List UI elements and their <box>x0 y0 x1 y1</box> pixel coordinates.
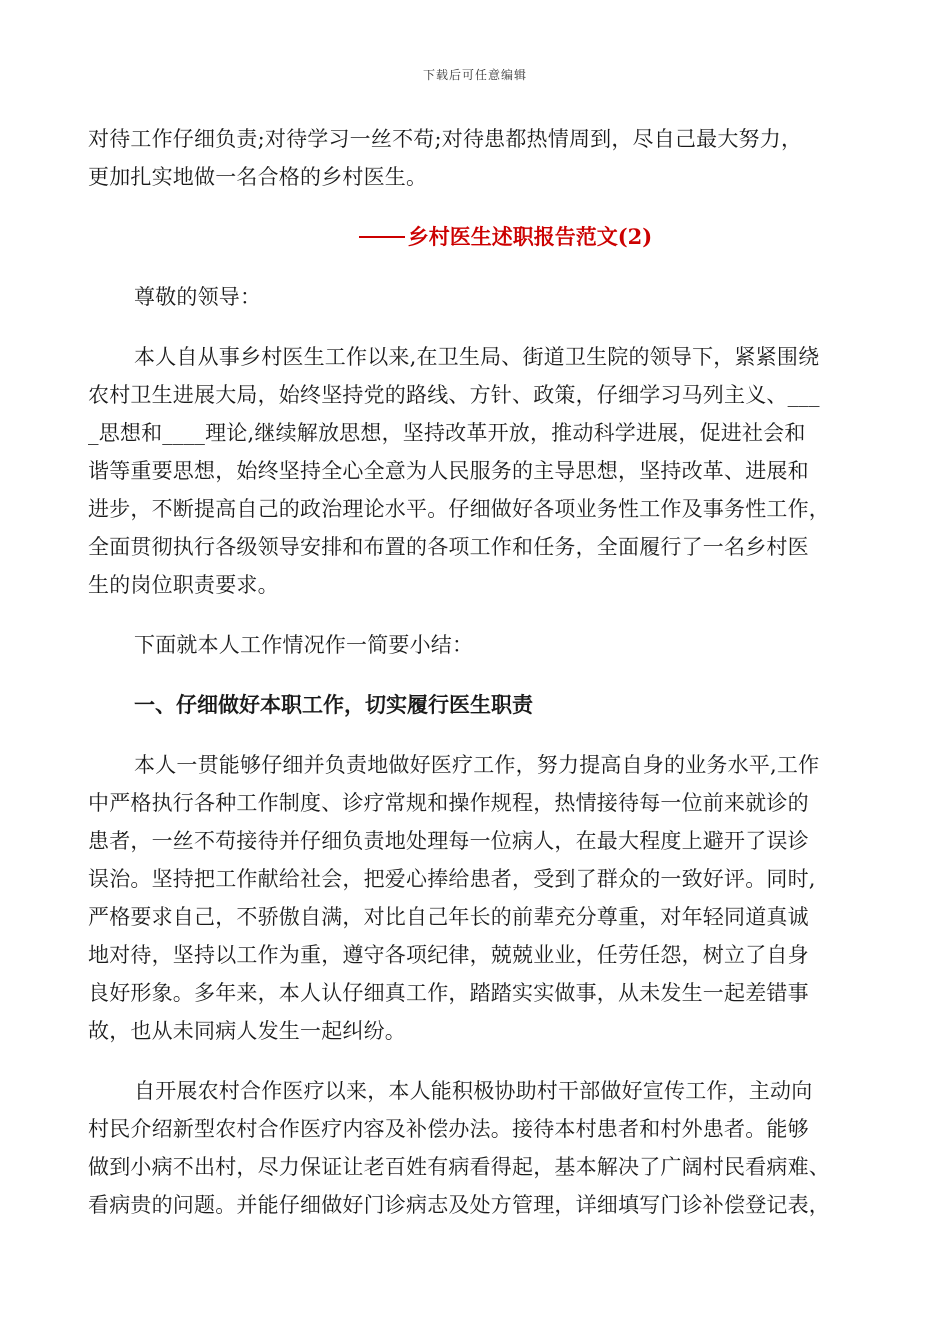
para3-line: 看病贵的问题。并能仔细做好门诊病志及处方管理，详细填写门诊补偿登记表， <box>88 1193 830 1217</box>
intro-line: 对待工作仔细负责;对待学习一丝不苟;对待患都热情周到，尽自己最大努力， <box>88 127 803 151</box>
para2-line: 患者，一丝不苟接待并仔细负责地处理每一位病人，在最大程度上避开了误诊 <box>88 829 809 853</box>
para1-line: _思想和____理论,继续解放思想，坚持改革开放，推动科学进展，促进社会和 <box>88 421 806 445</box>
title-blank <box>359 236 405 238</box>
para1-line: 生的岗位职责要求。 <box>88 573 279 597</box>
para3-line: 自开展农村合作医疗以来，本人能积极协助村干部做好宣传工作，主动向 <box>134 1079 813 1103</box>
para1-line: 进步，不断提高自己的政治理论水平。仔细做好各项业务性工作及事务性工作， <box>88 497 830 521</box>
para1-line: 谐等重要思想，始终坚持全心全意为人民服务的主导思想，坚持改革、进展和 <box>88 459 809 483</box>
para1-line: 全面贯彻执行各级领导安排和布置的各项工作和任务，全面履行了一名乡村医 <box>88 535 809 559</box>
para1-line: 本人自从事乡村医生工作以来,在卫生局、街道卫生院的领导下，紧紧围绕 <box>134 345 820 369</box>
para2-line: 中严格执行各种工作制度、诊疗常规和操作规程，热情接待每一位前来就诊的 <box>88 791 809 815</box>
document-title <box>148 218 863 256</box>
para2-line: 良好形象。多年来，本人认仔细真工作，踏踏实实做事，从未发生一起差错事 <box>88 981 809 1005</box>
salutation: 尊敬的领导： <box>134 285 262 309</box>
para2-line: 地对待，坚持以工作为重，遵守各项纪律，兢兢业业，任劳任怨，树立了自身 <box>88 943 809 967</box>
summary-intro: 下面就本人工作情况作一简要小结： <box>134 633 474 657</box>
para1-line: 农村卫生进展大局，始终坚持党的路线、方针、政策，仔细学习马列主义、___ <box>88 383 820 407</box>
intro-line: 更加扎实地做一名合格的乡村医生。 <box>88 165 428 189</box>
title-text: 乡村医生述职报告范文(2) <box>407 224 653 249</box>
para2-line: 严格要求自己，不骄傲自满，对比自己年长的前辈充分尊重，对年轻同道真诚 <box>88 905 809 929</box>
document-body <box>88 120 863 1224</box>
page-header: 下载后可任意编辑 <box>422 68 527 82</box>
para2-line: 本人一贯能够仔细并负责地做好医疗工作，努力提高自身的业务水平,工作 <box>134 753 820 777</box>
section-heading: 一、仔细做好本职工作，切实履行医生职责 <box>134 692 533 717</box>
para2-line: 故，也从未同病人发生一起纠纷。 <box>88 1019 406 1043</box>
para2-line: 误治。坚持把工作献给社会，把爱心捧给患者，受到了群众的一致好评。同时, <box>88 867 816 891</box>
para3-line: 做到小病不出村，尽力保证让老百姓有病看得起，基本解决了广阔村民看病难、 <box>88 1155 830 1179</box>
para3-line: 村民介绍新型农村合作医疗内容及补偿办法。接待本村患者和村外患者。能够 <box>88 1117 809 1141</box>
